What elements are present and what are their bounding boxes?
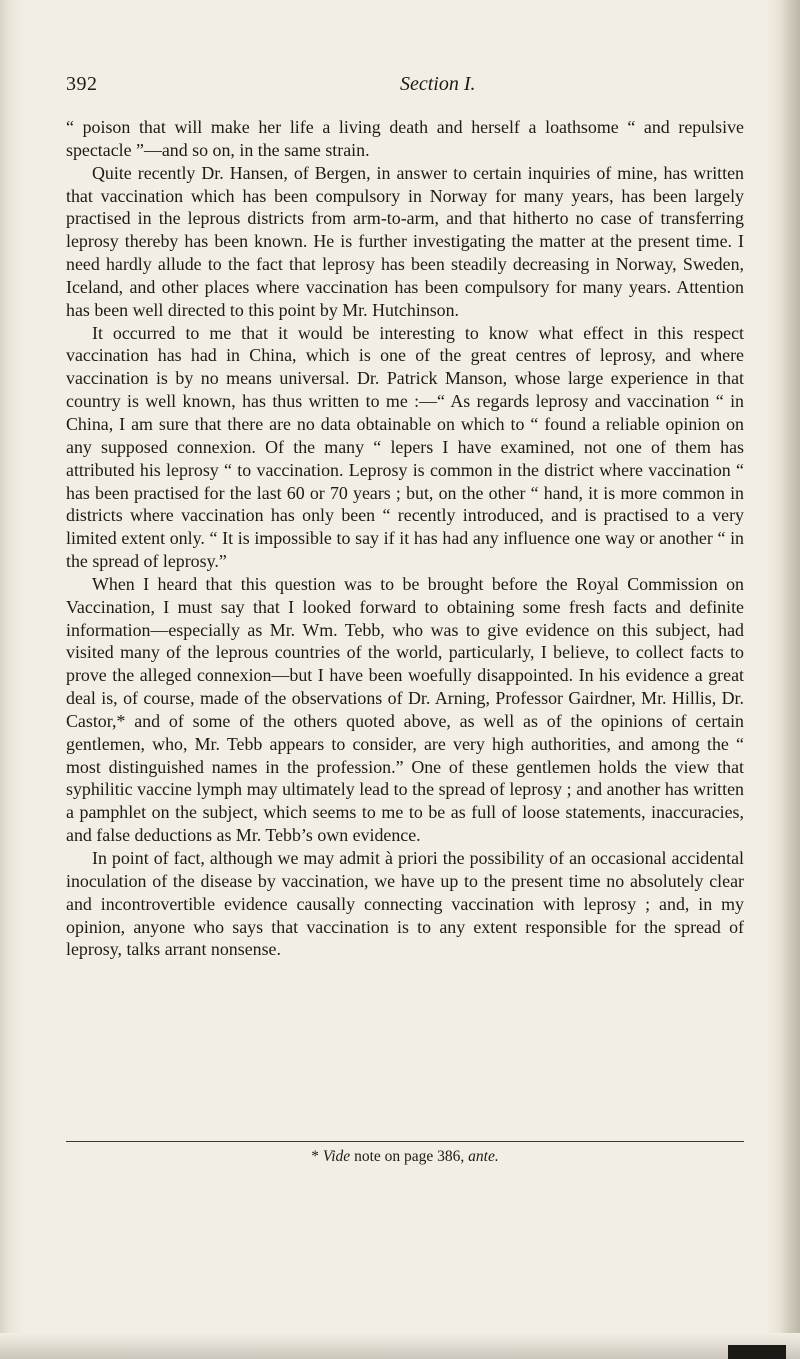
footnote-rule — [66, 1141, 744, 1142]
body-text — [66, 116, 744, 961]
scan-shadow-bottom — [0, 1333, 800, 1359]
running-head: Section I. — [400, 73, 476, 95]
footnote-text: note on page 386, — [350, 1148, 469, 1165]
footnote-vide: Vide — [322, 1148, 351, 1165]
paragraph-3: It occurred to me that it would be interesting to know what effect in this respect vaccination has had in China, which is one of the great centres of leprosy, and where vaccination is by no means universal. Dr. Patrick Manson, whose large experience in that country is well known, has thus written to me :—“ As regards leprosy and vaccination “ in China, I am sure that there are no data obtainable on which to “ found a reliable opinion on any supposed connexion. Of the many “ lepers I have examined, not one of them has attributed his leprosy “ to vaccination. Leprosy is common in the district where vaccination “ has been practised for the last 60 or 70 years ; but, on the other “ hand, it is more common in districts where vaccination has only been “ recently introduced, and is practised to a very limited extent only. “ It is impossible to say if it has had any influence one way or another “ in the spread of leprosy.” — [66, 322, 744, 572]
footnote-marker: * — [311, 1148, 323, 1165]
page-header — [66, 73, 738, 101]
scan-shadow-right — [766, 0, 800, 1359]
paragraph-5: In point of fact, although we may admit à priori the possibility of an occasional accidental inoculation of the disease by vaccination, we have up to the present time no absolutely clear and incontrovertible evidence causally connecting vaccination with leprosy ; and, in my opinion, anyone who says that vaccination is to any extent responsible for the spread of leprosy, talks arrant nonsense. — [66, 848, 744, 960]
paragraph-4: When I heard that this question was to be brought before the Royal Commission on Vaccination, I must say that I looked forward to obtaining some fresh facts and definite information—especially as Mr. Wm. Tebb, who was to give evidence on this subject, had visited many of the leprous countries of the world, particularly, I believe, to collect facts to prove the alleged connexion—but I have been woefully disappointed. In his evidence a great deal is, of course, made of the observations of Dr. Arning, Professor Gairdner, Mr. Hillis, Dr. Castor,* and of some of the others quoted above, as well as of the opinions of certain gentlemen, who, Mr. Tebb appears to consider, are very high authorities, and among the “ most distinguished names in the profession.” One of these gentlemen holds the view that syphilitic vaccine lymph may ultimately lead to the spread of leprosy ; and another has written a pamphlet on the subject, which seems to me to be as full of loose statements, inaccuracies, and false deductions as Mr. Tebb’s own evidence. — [66, 573, 744, 846]
paragraph-1: “ poison that will make her life a living death and herself a loathsome “ and repulsive spectacle ”—and so on, in the same strain. — [66, 117, 744, 160]
page-number: 392 — [66, 73, 98, 95]
footnote — [66, 1148, 744, 1166]
scan-shadow-left — [0, 0, 26, 1359]
footnote-ante: ante. — [468, 1148, 499, 1165]
scan-corner-mark — [728, 1345, 786, 1359]
paragraph-2: Quite recently Dr. Hansen, of Bergen, in answer to certain inquiries of mine, has written that vaccination which has been compulsory in Norway for many years, has been largely practised in the leprous districts from arm-to-arm, and that hitherto no case of transferring leprosy thereby has been known. He is further investigating the matter at the present time. I need hardly allude to the fact that leprosy has been steadily decreasing in Norway, Sweden, Iceland, and other places where vaccination has been compulsory for many years. Attention has been well directed to this point by Mr. Hutchinson. — [66, 162, 744, 320]
